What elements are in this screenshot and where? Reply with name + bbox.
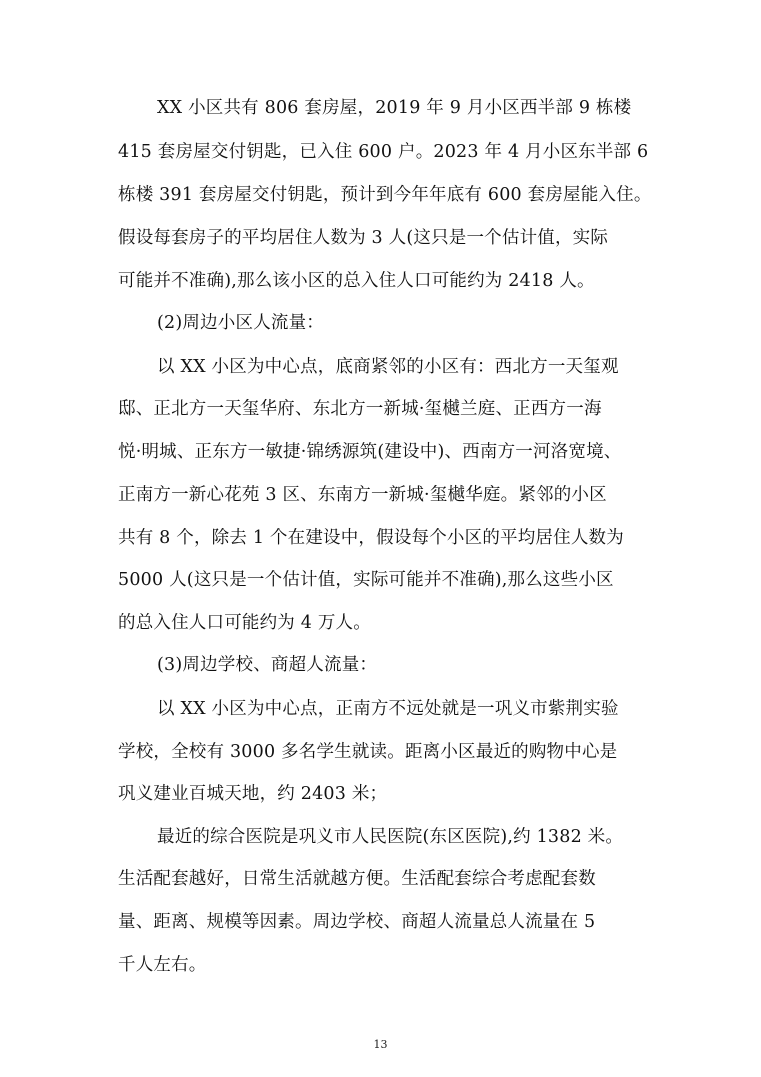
text-line: 邸、正北方一天玺华府、东北方一新城·玺樾兰庭、正西方一海 [118,399,602,419]
text-line: 巩义建业百城天地，约 2403 米； [118,784,388,804]
text-line: 悦·明城、正东方一敏捷·锦绣源筑(建设中)、西南方一河洛宽境、 [118,442,622,462]
text-line: 假设每套房子的平均居住人数为 3 人(这只是一个估计值，实际 [118,228,609,248]
text-line: 以 XX 小区为中心点，底商紧邻的小区有：西北方一天玺观 [157,357,619,377]
text-line: 学校，全校有 3000 多名学生就读。距离小区最近的购物中心是 [118,742,618,762]
text-line: 栋楼 391 套房屋交付钥匙，预计到今年年底有 600 套房屋能入住。 [118,185,652,205]
text-line: 共有 8 个，除去 1 个在建设中，假设每个小区的平均居住人数为 [118,528,624,548]
section-heading: (2)周边小区人流量： [157,313,324,333]
text-line: XX 小区共有 806 套房屋，2019 年 9 月小区西半部 9 栋楼 [157,98,632,118]
section-heading: (3)周边学校、商超人流量： [157,655,378,675]
text-line: 千人左右。 [118,955,207,975]
text-line: 可能并不准确),那么该小区的总入住人口可能约为 2418 人。 [118,271,595,291]
text-line: 以 XX 小区为中心点，正南方不远处就是一巩义市紫荆实验 [157,699,619,719]
text-line: 正南方一新心花苑 3 区、东南方一新城·玺樾华庭。紧邻的小区 [118,485,607,505]
text-line: 5000 人(这只是一个估计值，实际可能并不准确),那么这些小区 [118,570,614,590]
page-number: 13 [373,1038,388,1051]
text-line: 415 套房屋交付钥匙，已入住 600 户。2023 年 4 月小区东半部 6 [118,142,649,162]
text-line: 的总入住人口可能约为 4 万人。 [118,613,371,633]
text-line: 最近的综合医院是巩义市人民医院(东区医院),约 1382 米。 [157,827,624,847]
text-line: 量、距离、规模等因素。周边学校、商超人流量总人流量在 5 [118,912,596,932]
text-line: 生活配套越好，日常生活就越方便。生活配套综合考虑配套数 [118,869,596,889]
